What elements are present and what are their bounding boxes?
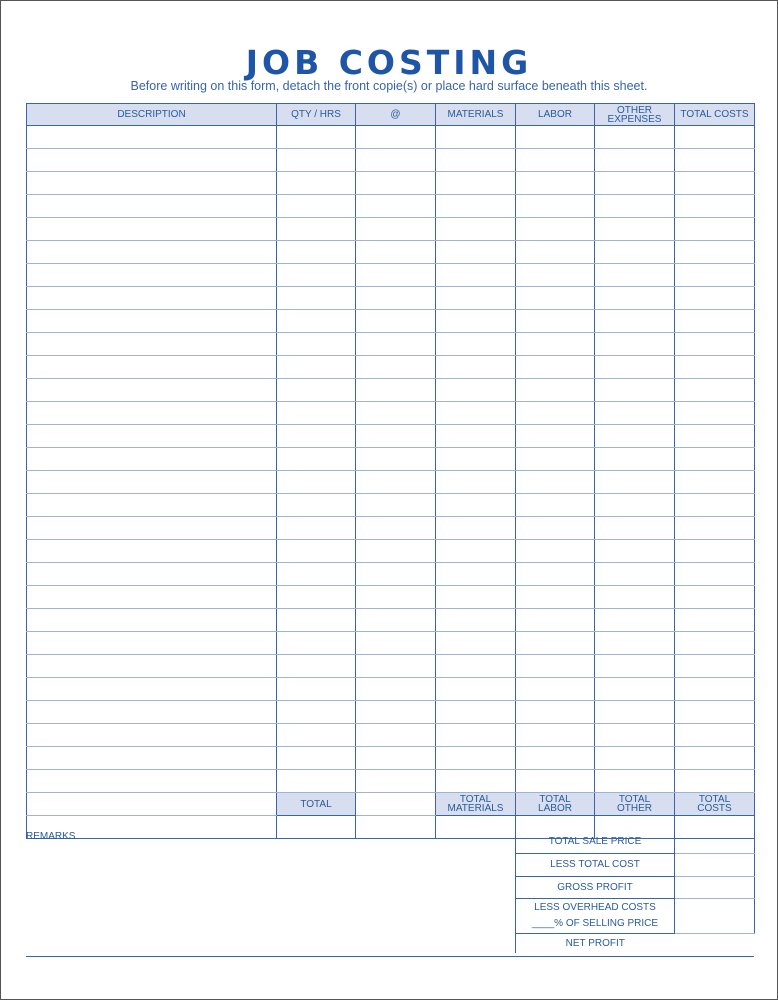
other-expenses-cell[interactable] <box>595 310 675 333</box>
materials-cell[interactable] <box>436 471 516 494</box>
qty-hrs-cell[interactable] <box>277 586 356 609</box>
table-row <box>27 195 755 218</box>
table-row <box>27 747 755 770</box>
at-cell[interactable] <box>356 333 436 356</box>
other-expenses-cell[interactable] <box>595 517 675 540</box>
costing-table <box>26 103 755 839</box>
labor-cell[interactable] <box>516 494 595 517</box>
description-cell[interactable] <box>27 724 277 747</box>
qty-hrs-cell[interactable] <box>277 770 356 793</box>
total-costs-cell[interactable] <box>675 264 755 287</box>
at-cell[interactable] <box>356 149 436 172</box>
table-row <box>27 632 755 655</box>
table-row <box>27 241 755 264</box>
materials-cell[interactable] <box>436 563 516 586</box>
at-cell[interactable] <box>356 632 436 655</box>
qty-hrs-cell[interactable] <box>277 241 356 264</box>
at-cell[interactable] <box>356 517 436 540</box>
description-cell[interactable] <box>27 563 277 586</box>
other-expenses-cell[interactable] <box>595 770 675 793</box>
summary-value-total-cost[interactable] <box>675 853 755 876</box>
description-cell[interactable] <box>27 471 277 494</box>
materials-cell[interactable] <box>436 333 516 356</box>
labor-cell[interactable] <box>516 172 595 195</box>
labor-cell[interactable] <box>516 195 595 218</box>
qty-hrs-cell[interactable] <box>277 218 356 241</box>
labor-cell[interactable] <box>516 586 595 609</box>
at-cell[interactable] <box>356 287 436 310</box>
other-expenses-cell[interactable] <box>595 540 675 563</box>
qty-hrs-cell[interactable] <box>277 517 356 540</box>
table-row <box>27 218 755 241</box>
table-row <box>27 770 755 793</box>
materials-cell[interactable] <box>436 379 516 402</box>
table-row <box>27 333 755 356</box>
other-expenses-cell[interactable] <box>595 287 675 310</box>
labor-cell[interactable] <box>516 747 595 770</box>
table-row <box>27 425 755 448</box>
description-cell[interactable] <box>27 356 277 379</box>
other-expenses-cell[interactable] <box>595 471 675 494</box>
table-row <box>27 563 755 586</box>
remarks-label: REMARKS <box>26 831 76 842</box>
total-costs-cell[interactable] <box>675 494 755 517</box>
total-value-cell[interactable] <box>277 816 356 839</box>
qty-hrs-cell[interactable] <box>277 632 356 655</box>
materials-cell[interactable] <box>436 149 516 172</box>
qty-hrs-cell[interactable] <box>277 356 356 379</box>
qty-hrs-cell[interactable] <box>277 425 356 448</box>
total-materials-text: TOTAL MATERIALS <box>447 794 504 814</box>
at-cell[interactable] <box>356 172 436 195</box>
total-costs-cell[interactable] <box>675 586 755 609</box>
labor-cell[interactable] <box>516 724 595 747</box>
total-costs-cell[interactable] <box>675 379 755 402</box>
total-costs-cell[interactable] <box>675 448 755 471</box>
other-expenses-cell[interactable] <box>595 448 675 471</box>
description-cell[interactable] <box>27 678 277 701</box>
labor-cell[interactable] <box>516 402 595 425</box>
form-instructions: Before writing on this form, detach the front copie(s) or place hard surface beneath this sheet. <box>130 79 648 93</box>
at-cell[interactable] <box>356 655 436 678</box>
other-expenses-cell[interactable] <box>595 655 675 678</box>
labor-cell[interactable] <box>516 632 595 655</box>
labor-cell[interactable] <box>516 609 595 632</box>
labor-cell[interactable] <box>516 126 595 149</box>
labor-cell[interactable] <box>516 770 595 793</box>
other-expenses-cell[interactable] <box>595 172 675 195</box>
materials-cell[interactable] <box>436 448 516 471</box>
col-header-qty-hrs: QTY / HRS <box>277 104 356 126</box>
overhead-label: LESS OVERHEAD COSTS <box>534 901 656 913</box>
at-cell[interactable] <box>356 701 436 724</box>
qty-hrs-cell[interactable] <box>277 563 356 586</box>
qty-hrs-cell[interactable] <box>277 701 356 724</box>
summary-row-total-cost <box>516 853 755 876</box>
col-header-other-expenses <box>595 104 675 126</box>
table-row <box>27 609 755 632</box>
labor-cell[interactable] <box>516 264 595 287</box>
total-costs-cell[interactable] <box>675 724 755 747</box>
other-expenses-cell[interactable] <box>595 747 675 770</box>
other-expenses-cell[interactable] <box>595 701 675 724</box>
total-other-text: TOTAL OTHER <box>617 794 652 814</box>
description-cell[interactable] <box>27 333 277 356</box>
description-cell[interactable] <box>27 310 277 333</box>
total-costs-cell[interactable] <box>675 701 755 724</box>
labor-cell[interactable] <box>516 149 595 172</box>
overhead-percent-label: ____% OF SELLING PRICE <box>531 917 659 929</box>
summary-value-gross-profit[interactable] <box>675 876 755 898</box>
description-cell[interactable] <box>27 747 277 770</box>
other-expenses-cell[interactable] <box>595 241 675 264</box>
materials-cell[interactable] <box>436 494 516 517</box>
total-costs-cell[interactable] <box>675 126 755 149</box>
qty-hrs-cell[interactable] <box>277 333 356 356</box>
labor-cell[interactable] <box>516 701 595 724</box>
other-expenses-cell[interactable] <box>595 425 675 448</box>
summary-value-net-profit[interactable] <box>675 933 755 953</box>
total-costs-cell[interactable] <box>675 540 755 563</box>
summary-label-gross-profit: GROSS PROFIT <box>516 876 675 898</box>
summary-label-sale-price: TOTAL SALE PRICE <box>516 830 675 853</box>
col-header-labor: LABOR <box>516 104 595 126</box>
total-labor-label <box>516 793 595 816</box>
qty-hrs-cell[interactable] <box>277 540 356 563</box>
qty-hrs-cell[interactable] <box>277 379 356 402</box>
total-costs-cell[interactable] <box>675 149 755 172</box>
materials-cell[interactable] <box>436 241 516 264</box>
other-expenses-cell[interactable] <box>595 218 675 241</box>
total-costs-cell[interactable] <box>675 770 755 793</box>
total-other-label <box>595 793 675 816</box>
col-header-total-costs: TOTAL COSTS <box>675 104 755 126</box>
materials-cell[interactable] <box>436 402 516 425</box>
qty-hrs-cell[interactable] <box>277 149 356 172</box>
at-cell[interactable] <box>356 770 436 793</box>
labor-cell[interactable] <box>516 540 595 563</box>
summary-label-net-profit: NET PROFIT <box>516 933 675 953</box>
total-costs-cell[interactable] <box>675 333 755 356</box>
total-costs-label <box>675 793 755 816</box>
materials-cell[interactable] <box>436 517 516 540</box>
at-cell[interactable] <box>356 563 436 586</box>
at-cell[interactable] <box>356 471 436 494</box>
description-cell[interactable] <box>27 402 277 425</box>
total-costs-cell[interactable] <box>675 310 755 333</box>
labor-cell[interactable] <box>516 310 595 333</box>
description-cell[interactable] <box>27 241 277 264</box>
at-cell[interactable] <box>356 241 436 264</box>
table-row <box>27 724 755 747</box>
total-label: TOTAL <box>277 793 356 816</box>
description-cell[interactable] <box>27 517 277 540</box>
table-row <box>27 310 755 333</box>
labor-cell[interactable] <box>516 241 595 264</box>
labor-cell[interactable] <box>516 563 595 586</box>
qty-hrs-cell[interactable] <box>277 287 356 310</box>
labor-cell[interactable] <box>516 379 595 402</box>
at-cell[interactable] <box>356 356 436 379</box>
header-row <box>27 104 755 126</box>
table-row <box>27 540 755 563</box>
table-row <box>27 126 755 149</box>
total-costs-cell[interactable] <box>675 172 755 195</box>
description-cell[interactable] <box>27 770 277 793</box>
materials-cell[interactable] <box>436 195 516 218</box>
table-row <box>27 701 755 724</box>
materials-cell[interactable] <box>436 632 516 655</box>
qty-hrs-cell[interactable] <box>277 471 356 494</box>
at-cell[interactable] <box>356 747 436 770</box>
col-header-materials: MATERIALS <box>436 104 516 126</box>
at-cell[interactable] <box>356 609 436 632</box>
description-cell[interactable] <box>27 149 277 172</box>
qty-hrs-cell[interactable] <box>277 494 356 517</box>
materials-cell[interactable] <box>436 356 516 379</box>
other-expenses-cell[interactable] <box>595 632 675 655</box>
at-cell[interactable] <box>356 402 436 425</box>
at-cell[interactable] <box>356 724 436 747</box>
bottom-rule <box>26 956 754 957</box>
description-cell[interactable] <box>27 448 277 471</box>
description-cell[interactable] <box>27 655 277 678</box>
table-row <box>27 149 755 172</box>
summary-row-gross-profit <box>516 876 755 898</box>
col-header-at: @ <box>356 104 436 126</box>
qty-hrs-cell[interactable] <box>277 264 356 287</box>
other-expenses-cell[interactable] <box>595 586 675 609</box>
materials-cell[interactable] <box>436 172 516 195</box>
table-row <box>27 379 755 402</box>
materials-cell[interactable] <box>436 655 516 678</box>
labor-cell[interactable] <box>516 425 595 448</box>
other-expenses-cell[interactable] <box>595 333 675 356</box>
materials-cell[interactable] <box>436 540 516 563</box>
table-row <box>27 494 755 517</box>
at-cell[interactable] <box>356 540 436 563</box>
labor-cell[interactable] <box>516 356 595 379</box>
at-cell[interactable] <box>356 494 436 517</box>
description-cell[interactable] <box>27 632 277 655</box>
qty-hrs-cell[interactable] <box>277 448 356 471</box>
summary-row-sale-price <box>516 830 755 853</box>
summary-label-total-cost: LESS TOTAL COST <box>516 853 675 876</box>
total-costs-cell[interactable] <box>675 678 755 701</box>
qty-hrs-cell[interactable] <box>277 195 356 218</box>
total-costs-cell[interactable] <box>675 517 755 540</box>
materials-cell[interactable] <box>436 126 516 149</box>
table-row <box>27 172 755 195</box>
other-expenses-cell[interactable] <box>595 126 675 149</box>
materials-cell[interactable] <box>436 724 516 747</box>
total-costs-cell[interactable] <box>675 241 755 264</box>
qty-hrs-cell[interactable] <box>277 609 356 632</box>
other-expenses-cell[interactable] <box>595 195 675 218</box>
at-cell[interactable] <box>356 379 436 402</box>
description-cell[interactable] <box>27 609 277 632</box>
table-row <box>27 264 755 287</box>
col-header-description: DESCRIPTION <box>27 104 277 126</box>
other-expenses-cell[interactable] <box>595 609 675 632</box>
totals-row <box>27 793 755 816</box>
total-costs-cell[interactable] <box>675 471 755 494</box>
at-cell[interactable] <box>356 195 436 218</box>
description-cell[interactable] <box>27 540 277 563</box>
at-value-cell[interactable] <box>356 816 436 839</box>
total-costs-cell[interactable] <box>675 402 755 425</box>
description-cell[interactable] <box>27 425 277 448</box>
summary-value-overhead[interactable] <box>675 898 755 933</box>
table-row <box>27 471 755 494</box>
col-header-other-expenses-label: OTHER EXPENSES <box>607 104 662 125</box>
labor-cell[interactable] <box>516 287 595 310</box>
other-expenses-cell[interactable] <box>595 402 675 425</box>
description-cell[interactable] <box>27 218 277 241</box>
qty-hrs-cell[interactable] <box>277 678 356 701</box>
table-row <box>27 448 755 471</box>
description-cell[interactable] <box>27 126 277 149</box>
description-cell[interactable] <box>27 586 277 609</box>
qty-hrs-cell[interactable] <box>277 747 356 770</box>
other-expenses-cell[interactable] <box>595 563 675 586</box>
materials-cell[interactable] <box>436 701 516 724</box>
total-materials-label <box>436 793 516 816</box>
table-row <box>27 356 755 379</box>
qty-hrs-cell[interactable] <box>277 126 356 149</box>
table-row <box>27 586 755 609</box>
materials-cell[interactable] <box>436 747 516 770</box>
total-costs-cell[interactable] <box>675 425 755 448</box>
labor-cell[interactable] <box>516 333 595 356</box>
labor-cell[interactable] <box>516 471 595 494</box>
labor-cell[interactable] <box>516 218 595 241</box>
summary-row-overhead <box>516 898 755 933</box>
qty-hrs-cell[interactable] <box>277 310 356 333</box>
at-cell[interactable] <box>356 425 436 448</box>
materials-cell[interactable] <box>436 586 516 609</box>
other-expenses-cell[interactable] <box>595 678 675 701</box>
totals-blank-cell <box>27 793 277 816</box>
labor-cell[interactable] <box>516 678 595 701</box>
total-costs-text: TOTAL COSTS <box>697 794 732 814</box>
other-expenses-cell[interactable] <box>595 494 675 517</box>
total-costs-cell[interactable] <box>675 747 755 770</box>
description-cell[interactable] <box>27 264 277 287</box>
qty-hrs-cell[interactable] <box>277 655 356 678</box>
summary-value-sale-price[interactable] <box>675 830 755 853</box>
labor-cell[interactable] <box>516 448 595 471</box>
qty-hrs-cell[interactable] <box>277 724 356 747</box>
qty-hrs-cell[interactable] <box>277 402 356 425</box>
other-expenses-cell[interactable] <box>595 379 675 402</box>
total-costs-cell[interactable] <box>675 287 755 310</box>
labor-cell[interactable] <box>516 655 595 678</box>
description-cell[interactable] <box>27 195 277 218</box>
materials-cell[interactable] <box>436 264 516 287</box>
table-row <box>27 678 755 701</box>
qty-hrs-cell[interactable] <box>277 172 356 195</box>
description-cell[interactable] <box>27 379 277 402</box>
at-cell[interactable] <box>356 448 436 471</box>
at-cell[interactable] <box>356 586 436 609</box>
summary-row-net-profit <box>516 933 755 953</box>
at-cell[interactable] <box>356 264 436 287</box>
total-costs-cell[interactable] <box>675 655 755 678</box>
total-costs-cell[interactable] <box>675 218 755 241</box>
total-costs-cell[interactable] <box>675 632 755 655</box>
summary-label-overhead <box>516 898 675 933</box>
total-costs-cell[interactable] <box>675 195 755 218</box>
total-costs-cell[interactable] <box>675 563 755 586</box>
other-expenses-cell[interactable] <box>595 356 675 379</box>
description-cell[interactable] <box>27 701 277 724</box>
total-costs-cell[interactable] <box>675 609 755 632</box>
materials-cell[interactable] <box>436 425 516 448</box>
table-row <box>27 402 755 425</box>
total-materials-value-cell[interactable] <box>436 816 516 839</box>
table-row <box>27 655 755 678</box>
labor-cell[interactable] <box>516 517 595 540</box>
materials-cell[interactable] <box>436 609 516 632</box>
other-expenses-cell[interactable] <box>595 264 675 287</box>
materials-cell[interactable] <box>436 218 516 241</box>
total-labor-text: TOTAL LABOR <box>538 794 572 814</box>
at-cell[interactable] <box>356 218 436 241</box>
at-cell[interactable] <box>356 310 436 333</box>
description-cell[interactable] <box>27 172 277 195</box>
description-cell[interactable] <box>27 494 277 517</box>
other-expenses-cell[interactable] <box>595 724 675 747</box>
table-row <box>27 517 755 540</box>
totals-at-cell <box>356 793 436 816</box>
total-costs-cell[interactable] <box>675 356 755 379</box>
materials-cell[interactable] <box>436 678 516 701</box>
materials-cell[interactable] <box>436 287 516 310</box>
other-expenses-cell[interactable] <box>595 149 675 172</box>
description-cell[interactable] <box>27 287 277 310</box>
materials-cell[interactable] <box>436 770 516 793</box>
materials-cell[interactable] <box>436 310 516 333</box>
at-cell[interactable] <box>356 126 436 149</box>
at-cell[interactable] <box>356 678 436 701</box>
profit-summary <box>515 830 755 953</box>
table-row <box>27 287 755 310</box>
form-title: JOB COSTING <box>245 43 533 82</box>
